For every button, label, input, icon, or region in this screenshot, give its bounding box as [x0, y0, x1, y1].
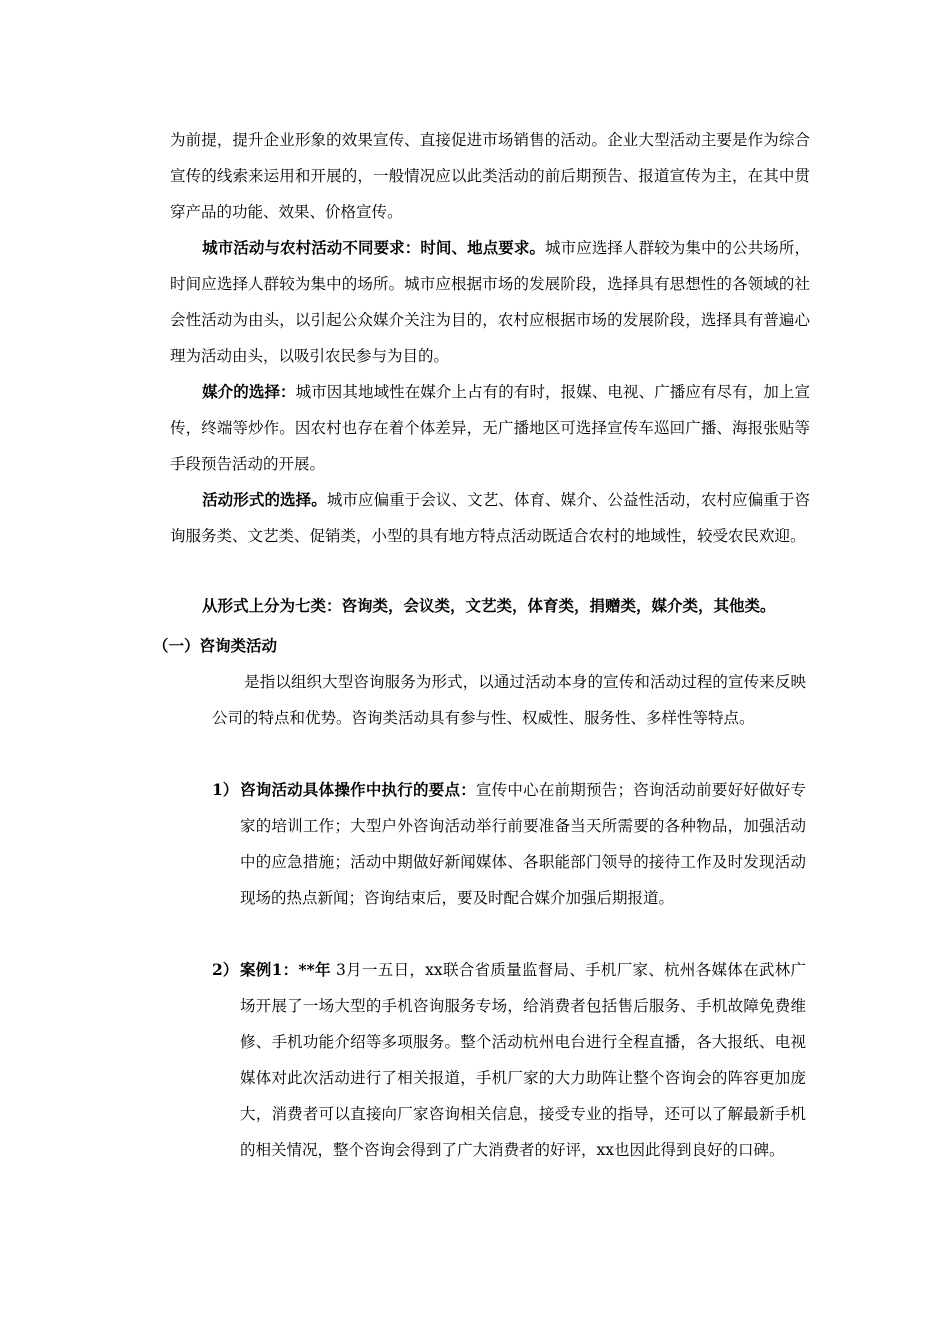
list-item-number: 1）: [212, 780, 239, 799]
section-heading: （一）咨询类活动: [153, 636, 278, 655]
paragraph-text: 是指以组织大型咨询服务为形式，以通过活动本身的宣传和活动过程的宣传来反映公司的特点和优势。咨询类活动具有参与性、权威性、服务性、多样性等特点。: [212, 673, 806, 727]
paragraph-text: 城市应偏重于会议、文艺、体育、媒介、公益性活动，农村应偏重于咨询服务类、文艺类、促销类，小型的具有地方特点活动既适合农村的地域性，较受农民欢迎。: [170, 491, 810, 545]
paragraph-city-rural-requirements: [170, 230, 810, 374]
paragraph-text: 为前提，提升企业形象的效果宣传、直接促进市场销售的活动。企业大型活动主要是作为综合宣传的线索来运用和开展的，一般情况应以此类活动的前后期预告、报道宣传为主，在其中贯穿产品的功能、效果、价格宣传。: [170, 131, 810, 221]
list-item-lead: 案例1：**年: [240, 960, 331, 979]
paragraph-intro-continued: [170, 122, 810, 230]
paragraph-text: 城市因其地域性在媒介上占有的有时，报媒、电视、广播应有尽有，加上宣传，终端等炒作。因农村也存在着个体差异，无广播地区可选择宣传车巡回广播、海报张贴等手段预告活动的开展。: [170, 383, 810, 473]
paragraph-activity-form-choice: [170, 482, 810, 554]
list-item-text: [240, 772, 806, 916]
paragraph-lead: 活动形式的选择。: [202, 490, 327, 509]
paragraph-media-choice: [170, 374, 810, 482]
list-item-body: 宣传中心在前期预告；咨询活动前要好好做好专家的培训工作；大型户外咨询活动举行前要准备当天所需要的各种物品，加强活动中的应急措施；活动中期做好新闻媒体、各职能部门领导的接待工作及时发现活动现场的热点新闻；咨询结束后，要及时配合媒介加强后期报道。: [240, 781, 806, 907]
list-item-text: [240, 952, 806, 1168]
paragraph-lead: 城市活动与农村活动不同要求：时间、地点要求。: [202, 238, 546, 257]
list-item-lead: 咨询活动具体操作中执行的要点：: [240, 780, 476, 799]
paragraph-consulting-definition: [212, 664, 806, 736]
paragraph-lead: 媒介的选择：: [202, 382, 296, 401]
list-item-number: 2）: [212, 960, 239, 979]
list-item-body: 3月一五日，xx联合省质量监督局、手机厂家、杭州各媒体在武林广场开展了一场大型的手机咨询服务专场，给消费者包括售后服务、手机故障免费维修、手机功能介绍等多项服务。整个活动杭州电台进行全程直播，各大报纸、电视媒体对此次活动进行了相关报道，手机厂家的大力助阵让整个咨询会的阵容更加庞大，消费者可以直接向厂家咨询相关信息，接受专业的指导，还可以了解最新手机的相关情况，整个咨询会得到了广大消费者的好评，xx也因此得到良好的口碑。: [240, 961, 807, 1159]
paragraph-seven-categories: 从形式上分为七类：咨询类，会议类，文艺类，体育类，捐赠类，媒介类，其他类。: [202, 596, 776, 615]
paragraph-text: 城市应选择人群较为集中的公共场所，时间应选择人群较为集中的场所。城市应根据市场的发展阶段，选择具有思想性的各领域的社会性活动为由头，以引起公众媒介关注为目的，农村应根据市场的发展阶段，选择具有普遍心理为活动由头，以吸引农民参与为目的。: [170, 239, 810, 365]
